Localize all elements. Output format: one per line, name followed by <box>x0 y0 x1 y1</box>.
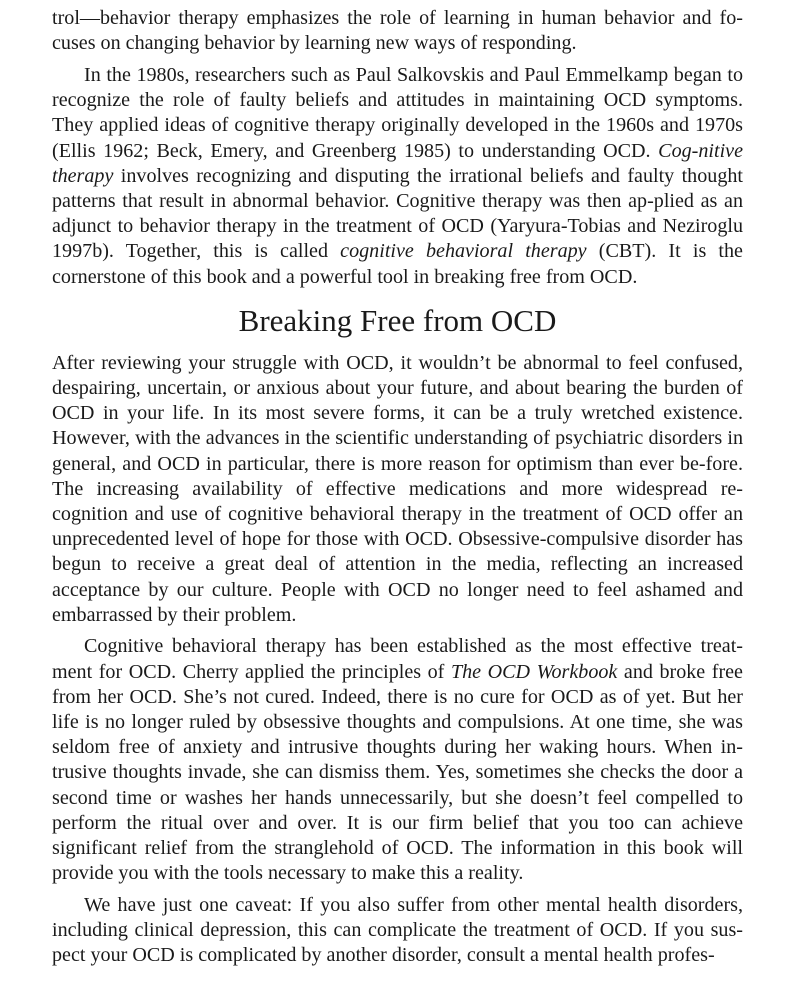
cbt-effective-paragraph <box>52 634 743 886</box>
paragraph-text-part: Cognitive behavioral therapy has been established as the most effective treat-ment for OCD. Cherry applied the principles of <box>52 635 743 683</box>
paragraph-text: trol—behavior therapy emphasizes the role of learning in human behavior and fo-cuses on changing behavior by learning new ways of responding. <box>52 7 743 55</box>
caveat-paragraph <box>52 893 743 969</box>
paragraph-text: After reviewing your struggle with OCD, it wouldn’t be abnormal to feel confused, despairing, uncertain, or anxious about your future, and about bearing the burden of OCD in your life. In its most severe forms, it can be a truly wretched existence. However, with the advances in the scientific understanding of psychiatric disorders in general, and OCD in particular, there is more reason for optimism than ever be-fore. The increasing availability of effective medications and more widespread re-cognition and use of cognitive behavioral therapy in the treatment of OCD offer an unprecedented level of hope for those with OCD. Obsessive-compulsive disorder has begun to receive a great deal of attention in the media, reflecting an increased acceptance by our culture. People with OCD no longer need to feel ashamed and embarrassed by their problem. <box>52 351 743 626</box>
section-heading: Breaking Free from OCD <box>238 302 557 338</box>
italic-term-cbt: cognitive behavioral therapy <box>340 240 587 263</box>
paragraph-text-part: involves recognizing and disputing the irrational beliefs and faulty thought patterns that result in abnormal behavior. Cognitive therapy was then ap-plied as an adjunct to behavior therapy in the treatment of OCD (Yaryura-Tobias and Neziroglu 1997b). Together, this is called <box>52 164 743 263</box>
paragraph-text: We have just one caveat: If you also suffer from other mental health disorders, including clinical depression, this can complicate the treatment of OCD. If you sus-pect your OCD is complicated by another disorder, consult a mental health profes- <box>52 894 743 967</box>
paragraph-text-part: and broke free from her OCD. She’s not cured. Indeed, there is no cure for OCD as of yet. But her life is no longer ruled by obsessive thoughts and compulsions. At one time, she was seldom free of anxiety and intrusive thoughts during her waking hours. When in-trusive thoughts invade, she can dismiss them. Yes, sometimes she checks the door a second time or washes her hands unnecessarily, but she doesn’t feel compelled to perform the ritual over and over. It is our firm belief that you too can achieve significant relief from the stranglehold of OCD. The information in this book will provide you with the tools necessary to make this a reality. <box>52 660 743 885</box>
paragraph-text-part: In the 1980s, researchers such as Paul Salkovskis and Paul Emmelkamp began to recognize the role of faulty beliefs and attitudes in maintaining OCD symptoms. They applied ideas of cognitive therapy originally developed in the 1960s and 1970s (Ellis 1962; Beck, Emery, and Greenberg 1985) to understanding OCD. <box>52 63 743 162</box>
cognitive-therapy-paragraph <box>52 63 743 290</box>
breaking-free-paragraph <box>52 351 743 628</box>
continued-paragraph <box>52 6 743 56</box>
paragraph-text-part: (CBT). It is the cornerstone of this book and a powerful tool in breaking free from OCD. <box>52 240 743 288</box>
book-page <box>52 6 743 969</box>
italic-term-cognitive-therapy: Cog-nitive therapy <box>52 139 743 187</box>
italic-title-ocd-workbook: The OCD Workbook <box>450 660 618 683</box>
